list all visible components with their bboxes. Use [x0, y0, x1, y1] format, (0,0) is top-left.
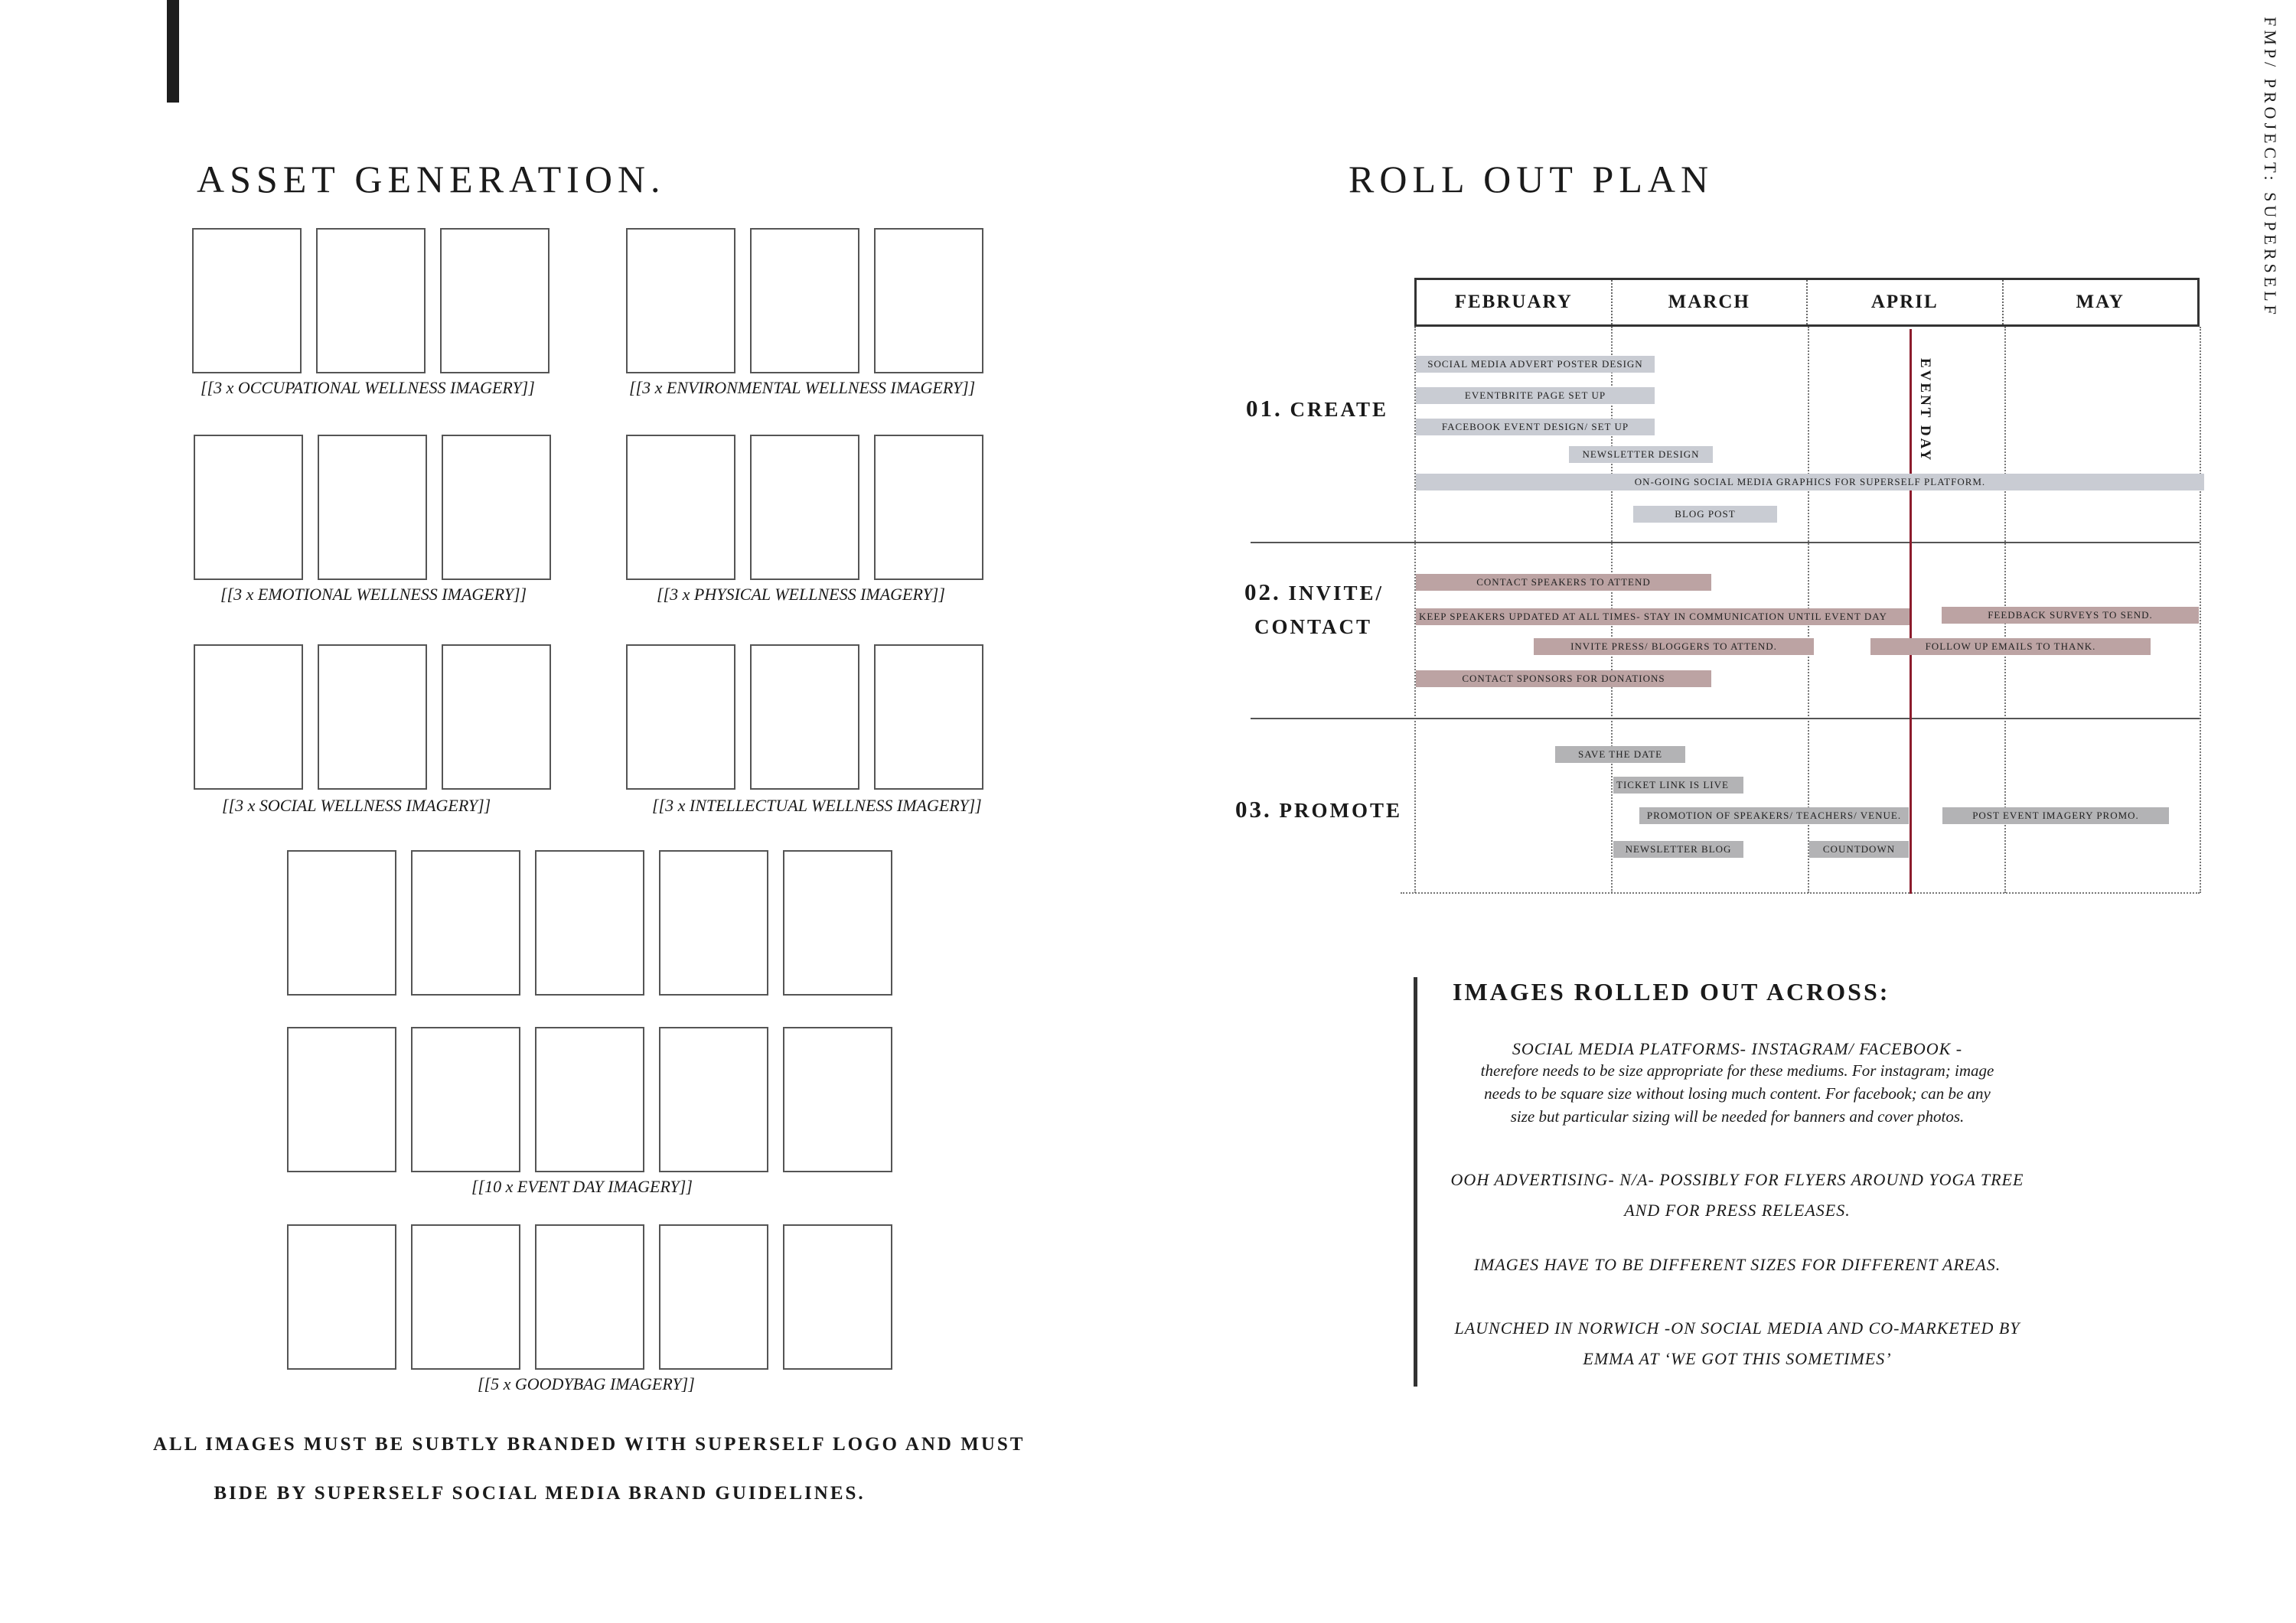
image-placeholder: [626, 228, 735, 373]
image-placeholder: [194, 435, 303, 580]
task-bar: INVITE PRESS/ BLOGGERS TO ATTEND.: [1534, 638, 1814, 655]
image-placeholder: [411, 850, 520, 996]
image-placeholder: [626, 435, 735, 580]
image-placeholder: [874, 228, 983, 373]
image-placeholder: [535, 1224, 644, 1370]
task-bar: POST EVENT IMAGERY PROMO.: [1942, 807, 2169, 824]
image-placeholder: [783, 1224, 892, 1370]
task-bar: FEEDBACK SURVEYS TO SEND.: [1942, 607, 2199, 624]
phase-invite-label: 02. INVITE/ CONTACT: [1244, 578, 1384, 638]
image-placeholder: [659, 1027, 768, 1172]
caption-physical: [[3 x PHYSICAL WELLNESS IMAGERY]]: [657, 585, 945, 604]
event-day-line: [1910, 329, 1912, 894]
image-placeholder: [287, 1027, 396, 1172]
footer-line-2: BIDE BY SUPERSELF SOCIAL MEDIA BRAND GUIDELINES.: [214, 1483, 866, 1504]
caption-environmental: [[3 x ENVIRONMENTAL WELLNESS IMAGERY]]: [629, 378, 976, 397]
image-placeholder: [287, 1224, 396, 1370]
event-day-label: EVENT DAY: [1917, 358, 1933, 463]
grid-line: [2200, 327, 2201, 893]
image-placeholder: [750, 228, 859, 373]
image-placeholder: [783, 850, 892, 996]
image-placeholder: [194, 644, 303, 790]
image-placeholder: [192, 228, 302, 373]
image-placeholder: [535, 850, 644, 996]
rollout-title: ROLL OUT PLAN: [1349, 158, 1714, 200]
asset-generation-title: ASSET GENERATION.: [197, 158, 666, 200]
image-placeholder: [411, 1224, 520, 1370]
task-bar: CONTACT SPEAKERS TO ATTEND: [1416, 574, 1711, 591]
phase-create-label: 01. CREATE: [1246, 395, 1389, 422]
month-may: MAY: [2076, 292, 2125, 312]
image-placeholder: [750, 644, 859, 790]
task-bar: CONTACT SPONSORS FOR DONATIONS: [1416, 670, 1711, 687]
image-placeholder: [783, 1027, 892, 1172]
note-ooh: OOH ADVERTISING- N/A- POSSIBLY FOR FLYERS AROUND YOGA TREE AND FOR PRESS RELEASES.: [1450, 1170, 2024, 1220]
image-placeholder: [411, 1027, 520, 1172]
month-march: MARCH: [1613, 280, 1808, 324]
phase-divider: [1251, 542, 2200, 543]
task-bar: ON-GOING SOCIAL MEDIA GRAPHICS FOR SUPERSELF PLATFORM.: [1416, 474, 2204, 490]
task-bar: KEEP SPEAKERS UPDATED AT ALL TIMES- STAY IN COMMUNICATION UNTIL EVENT DAY: [1416, 608, 1910, 625]
phase-divider: [1251, 718, 2200, 719]
image-placeholder: [318, 435, 427, 580]
caption-intellectual: [[3 x INTELLECTUAL WELLNESS IMAGERY]]: [652, 796, 982, 815]
note-social-media: SOCIAL MEDIA PLATFORMS- INSTAGRAM/ FACEBOOK - therefore needs to be size appropriate for these mediums. For instagram; image needs to be square size without losing much content. For facebook; can be any size but particular sizing will be needed for banners and cover photos.: [1480, 1039, 1994, 1126]
task-bar: COUNTDOWN: [1809, 841, 1909, 858]
image-placeholder: [442, 435, 551, 580]
caption-emotional: [[3 x EMOTIONAL WELLNESS IMAGERY]]: [220, 585, 527, 604]
notes-title: IMAGES ROLLED OUT ACROSS:: [1453, 978, 1890, 1005]
image-placeholder: [750, 435, 859, 580]
image-placeholder: [316, 228, 426, 373]
task-bar: EVENTBRITE PAGE SET UP: [1416, 387, 1655, 404]
notes-accent-bar: [1414, 977, 1417, 1387]
phase-promote-label: 03. PROMOTE: [1235, 796, 1402, 823]
task-bar: SOCIAL MEDIA ADVERT POSTER DESIGN: [1416, 356, 1655, 373]
image-placeholder: [287, 850, 396, 996]
month-february: FEBRUARY: [1417, 280, 1613, 324]
caption-social: [[3 x SOCIAL WELLNESS IMAGERY]]: [222, 796, 491, 815]
image-placeholder: [626, 644, 735, 790]
task-bar: SAVE THE DATE: [1555, 746, 1685, 763]
note-launch: LAUNCHED IN NORWICH -ON SOCIAL MEDIA AND CO-MARKETED BY EMMA AT ‘WE GOT THIS SOMETIMES’: [1454, 1318, 2020, 1368]
task-bar: BLOG POST: [1633, 506, 1777, 523]
caption-goodybag: [[5 x GOODYBAG IMAGERY]]: [478, 1374, 695, 1393]
footer-line-1: ALL IMAGES MUST BE SUBTLY BRANDED WITH SUPERSELF LOGO AND MUST: [153, 1434, 1026, 1455]
task-bar: NEWSLETTER BLOG: [1613, 841, 1743, 858]
caption-occupational: [[3 x OCCUPATIONAL WELLNESS IMAGERY]]: [201, 378, 535, 397]
task-bar: FOLLOW UP EMAILS TO THANK.: [1870, 638, 2151, 655]
image-placeholder: [659, 1224, 768, 1370]
image-placeholder: [440, 228, 550, 373]
image-placeholder: [874, 644, 983, 790]
task-bar: TICKET LINK IS LIVE: [1613, 777, 1743, 794]
image-placeholder: [874, 435, 983, 580]
month-april: APRIL: [1808, 280, 2004, 324]
top-accent-bar: [167, 0, 179, 103]
note-sizes: IMAGES HAVE TO BE DIFFERENT SIZES FOR DIFFERENT AREAS.: [1473, 1255, 2001, 1274]
task-bar: PROMOTION OF SPEAKERS/ TEACHERS/ VENUE.: [1639, 807, 1909, 824]
task-bar: FACEBOOK EVENT DESIGN/ SET UP: [1416, 419, 1655, 435]
image-placeholder: [535, 1027, 644, 1172]
image-placeholder: [318, 644, 427, 790]
side-title: FMP/ PROJECT: SUPERSELF: [2261, 17, 2280, 318]
caption-event-day: [[10 x EVENT DAY IMAGERY]]: [471, 1177, 693, 1196]
grid-bottom-line: [1401, 892, 2200, 894]
task-bar: NEWSLETTER DESIGN: [1569, 446, 1713, 463]
gantt-month-header: [1414, 278, 2200, 327]
image-placeholder: [659, 850, 768, 996]
image-placeholder: [442, 644, 551, 790]
